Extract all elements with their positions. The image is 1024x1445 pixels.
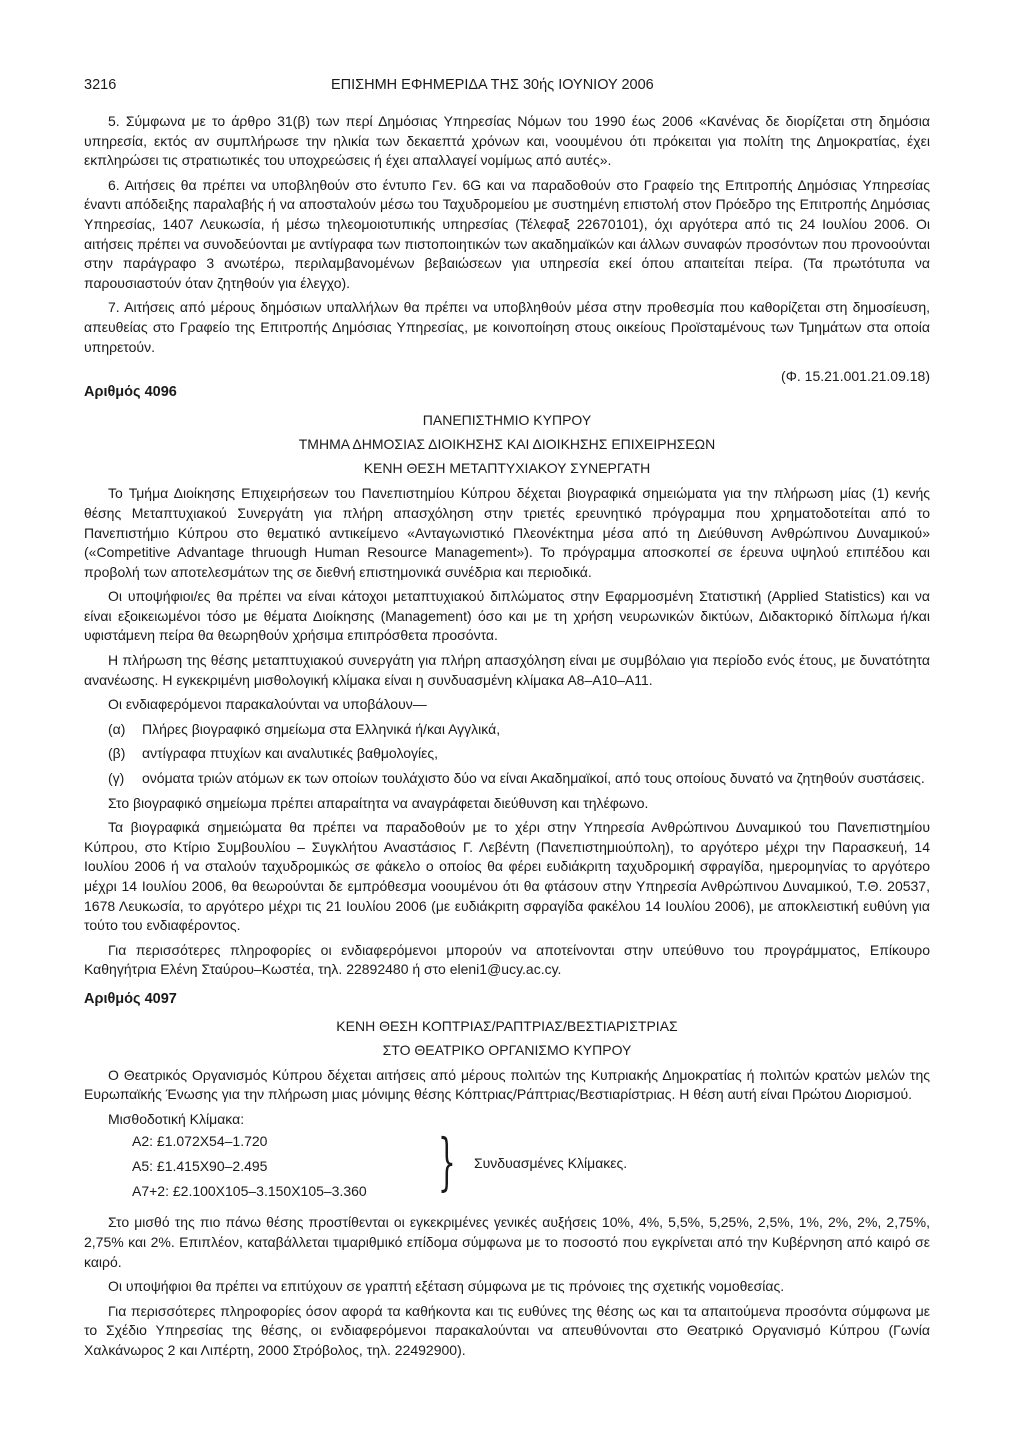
notice-4097-heading-1: ΚΕΝΗ ΘΕΣΗ ΚΟΠΤΡΙΑΣ/ΡΑΠΤΡΙΑΣ/ΒΕΣΤΙΑΡΙΣΤΡΙΑΣ [336,1017,678,1034]
notice-4096-heading-3: ΚΕΝΗ ΘΕΣΗ ΜΕΤΑΠΤΥΧΙΑΚΟΥ ΣΥΝΕΡΓΑΤΗ [363,460,651,477]
file-reference: (Φ. 15.21.001.21.09.18) [781,368,930,385]
list-marker: (β) [108,745,126,762]
notice-4097-heading-2: ΣΤΟ ΘΕΑΤΡΙΚΟ ΟΡΓΑΝΙΣΜΟ ΚΥΠΡΟΥ [382,1041,632,1058]
notice-4097-increases: Στο μισθό της πιο πάνω θέσης προστίθενται οι εγκεκριμένες γενικές αυξήσεις 10%, 4%, 5,5%, 5,25%, 2,5%, 1%, 2%, 2%, 2,75%, 2,75% και 2%. Επιπλέον, καταβάλλεται τιμαριθμικό επίδομα σύμφωνα με το ποσοστό που εγκρίνεται από την Κυβέρνηση από καιρό σε καιρό. [84,1214,930,1270]
paragraph-6: 6. Αιτήσεις θα πρέπει να υποβληθούν στο έντυπο Γεν. 6G και να παραδοθούν στο Γραφείο της Επιτροπής Δημόσιας Υπηρεσίας έναντι απόδειξης παραλαβής ή να αποσταλούν μέσω του Ταχυδρομείου με συστημένη επιστολή στον Πρόεδρο της Επιτροπής Δημόσιας Υπηρεσίας, 1407 Λευκωσία, ή μέσω τηλεομοιοτυπικής υπηρεσίας (Τέλεφαξ 22670101), όχι αργότερα από τις 24 Ιουλίου 2006. Οι αιτήσεις πρέπει να συνοδεύονται με αντίγραφα των πιστοποιητικών των ακαδημαϊκών και άλλων συναφών προσόντων που προνοούνται στην παράγραφο 3 ανωτέρω, περιλαμβανομένων βεβαιώσεων για υπηρεσία εκεί όπου απαιτείται πείρα. (Τα πρωτότυπα να παρουσιαστούν όταν ζητηθούν για έλεγχο). [84,176,930,291]
salary-scale-a2: Α2: £1.072Χ54–1.720 [132,1133,268,1150]
list-text: Πλήρες βιογραφικό σημείωμα στα Ελληνικά ή/και Αγγλικά, [142,720,501,737]
notice-4096-heading-2: ΤΜΗΜΑ ΔΗΜΟΣΙΑΣ ΔΙΟΙΚΗΣΗΣ ΚΑΙ ΔΙΟΙΚΗΣΗΣ ΕΠΙΧΕΙΡΗΣΕΩΝ [298,436,716,453]
brace-symbol: } [438,1125,456,1199]
list-marker: (α) [108,720,126,737]
list-text: αντίγραφα πτυχίων και αναλυτικές βαθμολογίες, [142,745,439,762]
salary-scale-a5: Α5: £1.415Χ90–2.495 [132,1158,268,1175]
list-item [108,769,930,789]
notice-number-4097: Αριθμός 4097 [84,990,177,1007]
notice-4097-contact: Για περισσότερες πληροφορίες όσον αφορά τα καθήκοντα και τις ευθύνες της θέσης ως και τα απαιτούμενα προσόντα σύμφωνα με το Σχέδιο Υπηρεσίας της θέσης, οι ενδιαφερόμενοι παρακαλούνται να απευθύνονται στο Θεατρικό Οργανισμό Κύπρου (Γωνία Χαλκάνωρος 2 και Λιπέρτη, 2000 Στρόβολος, τηλ. 22492900). [84,1302,930,1358]
notice-4096-contract: Η πλήρωση της θέσης μεταπτυχιακού συνεργάτη για πλήρη απασχόληση είναι με συμβόλαιο για περίοδο ενός έτους, με δυνατότητα ανανέωσης. Η εγκεκριμένη μισθολογική κλίμακα είναι η συνδυασμένη κλίμακα Α8–Α10–Α11. [84,652,930,688]
notice-4096-heading-1: ΠΑΝΕΠΙΣΤΗΜΙΟ ΚΥΠΡΟΥ [422,412,592,429]
salary-scale-title: Μισθοδοτική Κλίμακα: [108,1110,245,1127]
paragraph-7: 7. Αιτήσεις από μέρους δημόσιων υπαλλήλων θα πρέπει να υποβληθούν μέσα στην προθεσμία που καθορίζεται στη δημοσίευση, απευθείας στο Γραφείο της Επιτροπής Δημόσιας Υπηρεσίας, με κοινοποίηση στους οικείους Προϊσταμένους των Τμημάτων στα οποία υπηρετούν. [84,299,930,355]
list-marker: (γ) [108,770,125,787]
salary-scales [132,1125,930,1201]
gazette-page [84,76,930,1361]
list-text: ονόματα τριών ατόμων εκ των οποίων τουλάχιστο δύο να είναι Ακαδημαϊκοί, από τους οποίους δυνατό να ζητηθούν συστάσεις. [142,770,925,787]
paragraph-5: 5. Σύμφωνα με το άρθρο 31(β) των περί Δημόσιας Υπηρεσίας Νόμων του 1990 έως 2006 «Κανένας δε διορίζεται στη δημόσια υπηρεσία, εκτός αν συμπλήρωσε την ηλικία των δεκαεπτά χρόνων και, νοουμένου ότι πρόκειται για πολίτη της Δημοκρατίας, έχει εκπληρώσει τις στρατιωτικές του υποχρεώσεις ή έχει απαλλαγεί νομίμως από αυτές». [84,113,930,169]
notice-4096-qualifications: Οι υποψήφιοι/ες θα πρέπει να είναι κάτοχοι μεταπτυχιακού διπλώματος στην Εφαρμοσμένη Στατιστική (Applied Statistics) και να είναι εξοικειωμένοι τόσο με θέματα Διοίκησης (Management) όσο και με τη χρήση νευρωνικών δικτύων, Διδακτορικό δίπλωμα ή/και υφιστάμενη πείρα θα θεωρηθούν χρήσιμα επιπρόσθετα προσόντα. [84,588,930,644]
gazette-title: ΕΠΙΣΗΜΗ ΕΦΗΜΕΡΙΔΑ ΤΗΣ 30ής ΙΟΥΝΙΟΥ 2006 [331,77,654,93]
page-number: 3216 [84,77,117,93]
page-header [84,76,930,96]
notice-4096-delivery: Τα βιογραφικά σημειώματα θα πρέπει να παραδοθούν με το χέρι στην Υπηρεσία Ανθρώπινου Δυναμικού του Πανεπιστημίου Κύπρου, στο Κτίριο Συμβουλίου – Συγκλήτου Αναστάσιος Γ. Λεβέντη (Πανεπιστημιούπολη), το αργότερο μέχρι την Παρασκευή, 14 Ιουλίου 2006 ή να σταλούν ταχυδρομικώς σε φάκελο ο οποίος θα φέρει ευδιάκριτη ταχυδρομική σφραγίδα, ημερομηνίας το αργότερο μέχρι 14 Ιουλίου 2006, θα θεωρούνται δε εμπρόθεσμα νοουμένου ότι θα φτάσουν στην Υπηρεσία Ανθρώπινου Δυναμικού, Τ.Θ. 20537, 1678 Λευκωσία, το αργότερο μέχρι τις 21 Ιουλίου 2006 (με ευδιάκριτη σφραγίδα φακέλου 14 Ιουλίου 2006), με αποκλειστική ευθύνη για τούτο του ενδιαφέροντος. [84,819,930,934]
notice-4097-exam: Οι υποψήφιοι θα πρέπει να επιτύχουν σε γραπτή εξέταση σύμφωνα με τις πρόνοιες της σχετικής νομοθεσίας. [108,1278,785,1295]
notice-4096-contact: Για περισσότερες πληροφορίες οι ενδιαφερόμενοι μπορούν να αποτείνονται στην υπεύθυνο του προγράμματος, Επίκουρο Καθηγήτρια Ελένη Σταύρου–Κωστέα, τηλ. 22892480 ή στο eleni1@ucy.ac.cy. [84,941,930,978]
notice-4097-intro: Ο Θεατρικός Οργανισμός Κύπρου δέχεται αιτήσεις από μέρους πολιτών της Κυπριακής Δημοκρατίας ή πολιτών κρατών μελών της Ευρωπαϊκής Ένωσης για την πλήρωση μιας μόνιμης θέσης Κόπτριας/Ράπτριας/Βεστιαρίστριας. Η θέση αυτή είναι Πρώτου Διορισμού. [84,1066,930,1103]
list-item [108,744,930,764]
notice-4096-intro: Το Τμήμα Διοίκησης Επιχειρήσεων του Πανεπιστημίου Κύπρου δέχεται βιογραφικά σημειώματα για την πλήρωση μίας (1) κενής θέσης Μεταπτυχιακού Συνεργάτη για πλήρη απασχόληση στην τριετές ερευνητικό πρόγραμμα που χρηματοδοτείται από το Πανεπιστήμιο Κύπρου στο θεματικό αντικείμενο «Ανταγωνιστικό Πλεονέκτημα μέσα από τη Διεύθυνση Ανθρώπινου Δυναμικού» («Competitive Advantage thruough Human Resource Management»). Το πρόγραμμα αποσκοπεί σε έρευνα υψηλού επιπέδου και προβολή των αποτελεσμάτων της σε διεθνή επιστημονικά συνέδρια και περιοδικά. [84,485,930,580]
notice-number-4096: Αριθμός 4096 [84,383,177,400]
list-item [108,720,930,740]
notice-4096-submit-intro: Οι ενδιαφερόμενοι παρακαλούνται να υποβάλουν— [108,696,427,713]
salary-scale-a7: Α7+2: £2.100Χ105–3.150Χ105–3.360 [132,1183,367,1200]
combined-scales-label: Συνδυασμένες Κλίμακες. [474,1155,628,1172]
notice-4096-cv-note: Στο βιογραφικό σημείωμα πρέπει απαραίτητα να αναγράφεται διεύθυνση και τηλέφωνο. [108,794,649,811]
